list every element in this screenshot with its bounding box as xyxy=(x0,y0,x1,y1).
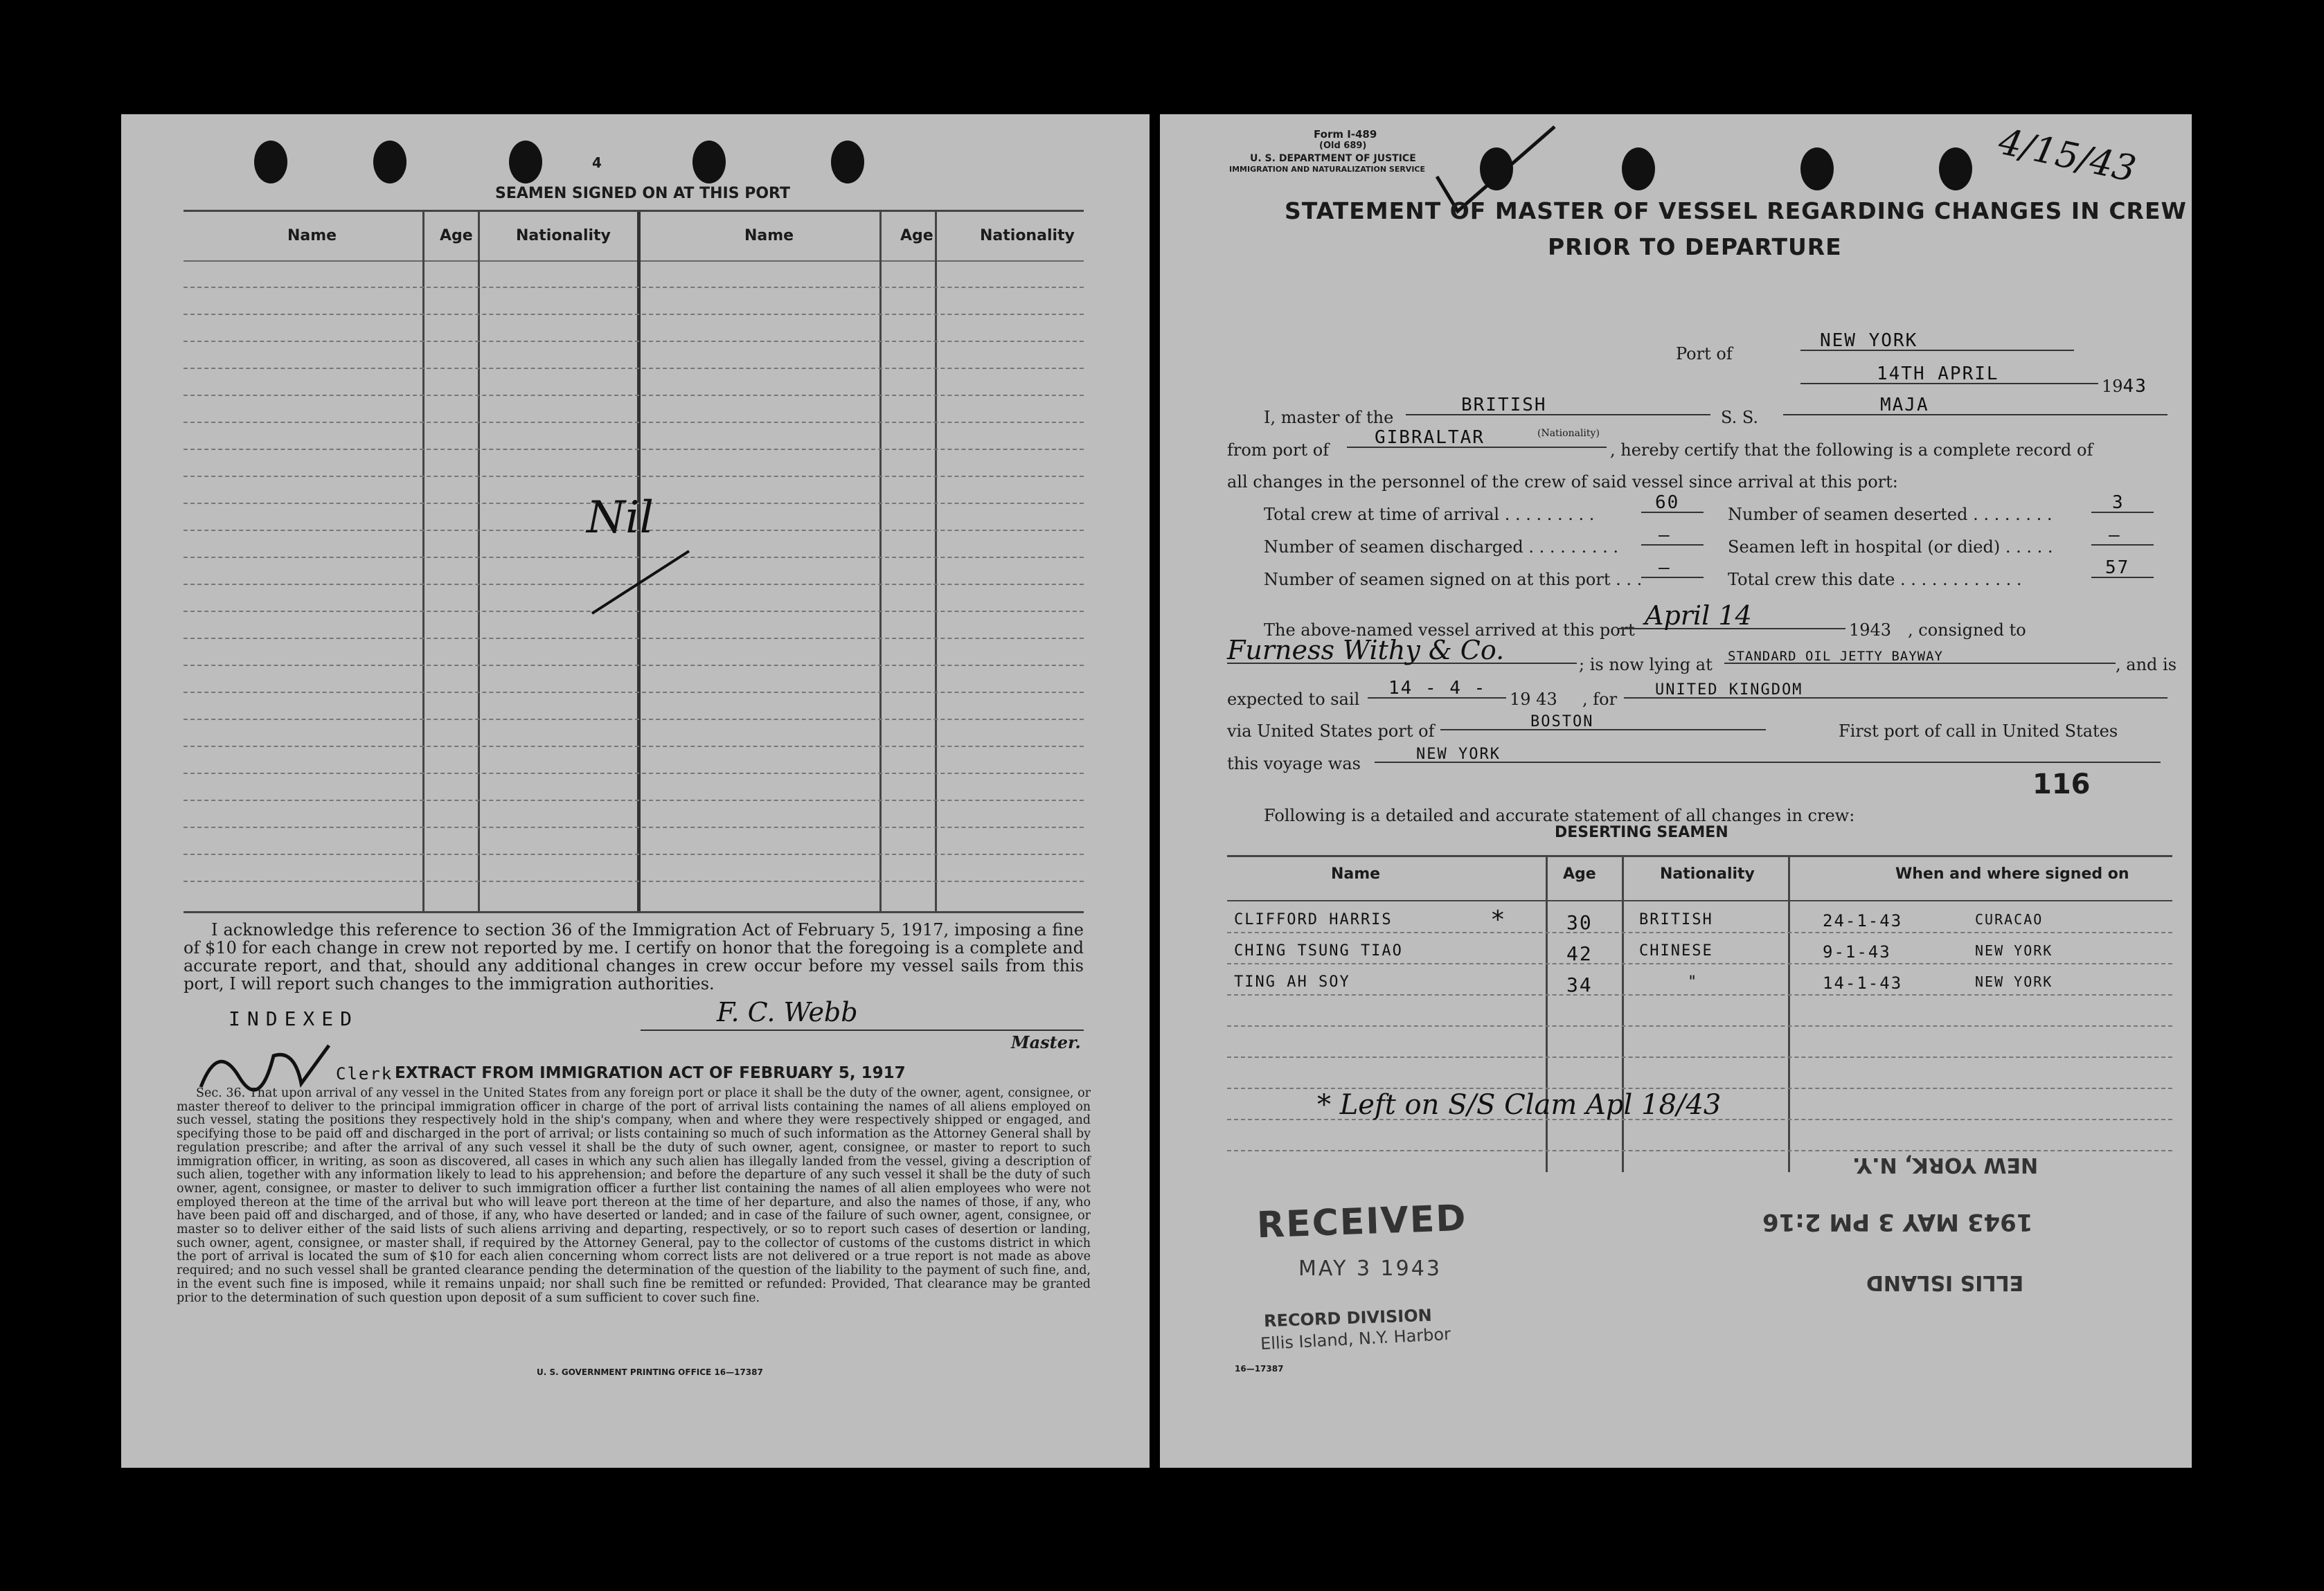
arrived-year: 1943 xyxy=(1849,620,1892,640)
total-crew-arrival-label: Total crew at time of arrival . . . . . . . . . xyxy=(1264,505,1595,524)
form-code: 16—17387 xyxy=(1235,1364,1284,1374)
seamen-signed-title: SEAMEN SIGNED ON AT THIS PORT xyxy=(495,185,790,202)
corner-date: 4/15/43 xyxy=(1994,120,2140,191)
ship-field xyxy=(1783,395,2167,415)
table-row xyxy=(184,314,1084,315)
via-label: via United States port of xyxy=(1227,721,1435,741)
form-subtitle: PRIOR TO DEPARTURE xyxy=(1548,233,1842,260)
and-is-text: , and is xyxy=(2116,655,2177,674)
lying-label: ; is now lying at xyxy=(1579,655,1713,674)
table-row xyxy=(184,341,1084,342)
deserting-title: DESERTING SEAMEN xyxy=(1555,824,1728,841)
indexed-stamp: INDEXED xyxy=(229,1007,359,1030)
row-1-age: 30 xyxy=(1566,911,1593,934)
signature-line xyxy=(641,1030,1084,1031)
stamp-ellis-island: ELLIS ISLAND xyxy=(1866,1270,2024,1295)
table-row xyxy=(1227,994,2172,996)
date-value: 14TH APRIL xyxy=(1877,363,1999,384)
column-header-name: Name xyxy=(1331,865,1381,883)
table-row xyxy=(184,368,1084,369)
consigned-label: , consigned to xyxy=(1908,620,2026,640)
table-row xyxy=(184,719,1084,720)
hospital-field xyxy=(2091,525,2154,546)
punch-hole xyxy=(373,141,406,183)
punch-hole xyxy=(254,141,287,183)
header-divider xyxy=(184,260,1084,262)
signed-on-label: Number of seamen signed on at this port . . . xyxy=(1264,570,1643,589)
punch-hole xyxy=(1939,147,1972,190)
voyage-label: this voyage was xyxy=(1227,754,1361,773)
arrived-label: The above-named vessel arrived at this port xyxy=(1264,620,1635,640)
year-label xyxy=(2102,377,2147,395)
punch-hole xyxy=(1622,147,1655,190)
row-3-place: NEW YORK xyxy=(1975,973,2053,990)
date-field xyxy=(1800,363,2098,384)
row-2-place: NEW YORK xyxy=(1975,942,2053,959)
table-row xyxy=(1227,1150,2172,1151)
master-signature: F. C. Webb xyxy=(717,997,858,1027)
row-1-place: CURACAO xyxy=(1975,911,2044,928)
column-header-name: Name xyxy=(744,227,794,244)
row-3-name: TING AH SOY xyxy=(1234,973,1350,991)
table-row xyxy=(184,287,1084,288)
received-date: MAY 3 1943 xyxy=(1298,1257,1442,1281)
column-divider xyxy=(422,212,424,911)
from-port-field xyxy=(1347,427,1607,448)
table-row xyxy=(184,665,1084,666)
column-header-when-where: When and where signed on xyxy=(1895,865,2129,883)
for-label: , for xyxy=(1582,690,1618,709)
arrived-value: April 14 xyxy=(1645,600,1752,631)
expected-year: 19 43 xyxy=(1510,690,1557,709)
discharged-label: Number of seamen discharged . . . . . . . . . xyxy=(1264,537,1619,557)
lying-value: STANDARD OIL JETTY BAYWAY xyxy=(1728,649,1943,664)
table-row xyxy=(1227,1057,2172,1058)
table-row xyxy=(184,395,1084,396)
deserting-seamen-table xyxy=(1227,855,2172,1172)
total-crew-arrival-value: 60 xyxy=(1655,492,1680,513)
changes-text: all changes in the personnel of the crew of said vessel since arrival at this port: xyxy=(1227,472,1898,492)
lying-field xyxy=(1724,642,2116,664)
punch-hole xyxy=(692,141,726,183)
table-row xyxy=(184,638,1084,639)
column-divider xyxy=(879,212,882,911)
nationality-value: BRITISH xyxy=(1461,395,1547,415)
service: IMMIGRATION AND NATURALIZATION SERVICE xyxy=(1229,165,1426,174)
deserted-field xyxy=(2091,492,2154,513)
discharged-value: — xyxy=(1659,525,1671,546)
signed-on-field xyxy=(1641,557,1704,578)
column-header-age: Age xyxy=(900,227,933,244)
extract-text: Sec. 36. That upon arrival of any vessel in the United States from any foreign port or place it shall be the duty of the owner, agent, consignee, or master thereof to deliver to the principal immigration officer in charge of the port of arrival lists containing the names of all aliens employed on such vessel, stating the positions they respectively hold in the ship's company, when and where they were respectively shipped or engaged, and specifying those to be paid off and discharged in the port of arrival; or lists containing so much of such information as the Attorney General shall by regulation prescribe; and after the arrival of any such vessel it shall be the duty of such owner, agent, consignee, or master to report to such immigration officer, in writing, as soon as discovered, all cases in which any such alien has illegally landed from the vessel, giving a description of such alien, together with any information likely to lead to his apprehension; and before the departure of any such vessel it shall be the duty of such owner, agent, consignee, or master to deliver to such immigration officer a further list containing the names of all alien employees who were not employed thereon at the time of the arrival but who will leave port thereon at the time of her departure, and also the names of those, if any, who have been paid off and discharged, and of those, if any, who have deserted or landed; and in case of the failure of such owner, agent, consignee, or master so to deliver either of the said lists of such aliens arriving and departing, respectively, or so to report such cases of desertion or landing, such owner, agent, consignee, or master shall, if required by the Attorney General, pay to the collector of customs of the customs district in which the port of arrival is located the sum of $10 for each alien concerning whom correct lists are not delivered or a true report is not made as above required; and no such vessel shall be granted clearance pending the determination of the question of the liability to the payment of such fine, and, in the event such fine is imposed, while it remains unpaid; nor shall such fine be remitted or refunded: Provided, That clearance may be granted prior to the determination of such question upon deposit of a sum sufficient to cover such fine. xyxy=(177,1086,1091,1305)
via-field xyxy=(1440,708,1766,730)
row-1-name: CLIFFORD HARRIS xyxy=(1234,911,1393,928)
table-row xyxy=(184,827,1084,828)
table-row xyxy=(1227,932,2172,933)
right-page xyxy=(1160,114,2192,1468)
year-prefix: 19 xyxy=(2102,377,2123,396)
consignee-field xyxy=(1227,635,1577,665)
row-3-age: 34 xyxy=(1566,973,1593,996)
voyage-field xyxy=(1375,741,2161,763)
total-crew-arrival-field xyxy=(1641,492,1704,513)
row-3-date: 14-1-43 xyxy=(1823,973,1903,993)
column-divider xyxy=(1622,857,1624,1172)
following-text: Following is a detailed and accurate statement of all changes in crew: xyxy=(1264,806,1855,825)
expected-label: expected to sail xyxy=(1227,690,1360,709)
clerk-label: Clerk xyxy=(336,1064,393,1084)
punch-hole xyxy=(1800,147,1834,190)
total-today-field xyxy=(2091,557,2154,578)
column-divider xyxy=(478,212,480,911)
column-header-age: Age xyxy=(1563,865,1596,883)
expected-value: 14 - 4 - xyxy=(1388,678,1487,699)
left-page xyxy=(121,114,1150,1468)
row-1-nationality: BRITISH xyxy=(1639,911,1713,928)
table-row xyxy=(1227,963,2172,964)
first-port-label: First port of call in United States xyxy=(1839,721,2118,741)
port-label: Port of xyxy=(1676,344,1733,363)
deserted-value: 3 xyxy=(2112,492,2125,513)
arrived-field xyxy=(1617,600,1845,631)
deserted-label: Number of seamen deserted . . . . . . . . xyxy=(1728,505,2053,524)
received-stamp: RECEIVED xyxy=(1256,1197,1468,1247)
table-row xyxy=(184,800,1084,801)
seamen-signed-table xyxy=(184,210,1084,913)
table-row xyxy=(184,692,1084,693)
expected-field xyxy=(1368,676,1506,699)
ss-label: S. S. xyxy=(1721,408,1759,427)
port-field xyxy=(1800,330,2074,351)
row-1-mark: * xyxy=(1490,906,1507,934)
nationality-caption: (Nationality) xyxy=(1537,428,1600,439)
hospital-label: Seamen left in hospital (or died) . . . . . xyxy=(1728,537,2053,557)
stamp-new-york: NEW YORK, N.Y. xyxy=(1852,1153,2039,1177)
port-value: NEW YORK xyxy=(1820,330,1918,351)
row-2-name: CHING TSUNG TIAO xyxy=(1234,942,1403,960)
extract-title: EXTRACT FROM IMMIGRATION ACT OF FEBRUARY 5, 1917 xyxy=(395,1064,906,1082)
table-row xyxy=(184,476,1084,477)
certify-text: , hereby certify that the following is a complete record of xyxy=(1610,440,2093,460)
column-header-nationality: Nationality xyxy=(516,227,611,244)
voyage-value: NEW YORK xyxy=(1416,746,1501,763)
form-old: (Old 689) xyxy=(1319,141,1367,151)
table-row xyxy=(184,881,1084,882)
table-row xyxy=(1227,1025,2172,1027)
table-row xyxy=(184,854,1084,855)
row-2-age: 42 xyxy=(1566,942,1593,965)
row-2-date: 9-1-43 xyxy=(1823,942,1891,962)
consignee-value: Furness Withy & Co. xyxy=(1227,635,1505,665)
column-divider xyxy=(935,212,937,911)
ship-value: MAJA xyxy=(1880,395,1929,415)
record-location: Ellis Island, N.Y. Harbor xyxy=(1260,1324,1451,1354)
handwritten-stroke xyxy=(585,544,696,620)
table-row xyxy=(184,746,1084,747)
table-row xyxy=(184,422,1084,423)
table-row xyxy=(184,449,1084,450)
total-today-label: Total crew this date . . . . . . . . . . . . xyxy=(1728,570,2022,589)
table-row xyxy=(184,773,1084,774)
stamp-time: 1943 MAY 3 PM 2:16 xyxy=(1762,1208,2033,1236)
record-division: RECORD DIVISION xyxy=(1263,1305,1433,1331)
department: U. S. DEPARTMENT OF JUSTICE xyxy=(1250,153,1416,164)
stamp-number: 116 xyxy=(2032,768,2091,800)
handwritten-nil: Nil xyxy=(587,492,654,543)
total-today-value: 57 xyxy=(2105,557,2130,578)
column-header-nationality: Nationality xyxy=(1660,865,1755,883)
punch-hole xyxy=(831,141,864,183)
column-divider xyxy=(1546,857,1548,1172)
deserter-note: * Left on S/S Clam Apl 18/43 xyxy=(1317,1089,1722,1121)
from-port-label: from port of xyxy=(1227,440,1330,460)
form-title: STATEMENT OF MASTER OF VESSEL REGARDING CHANGES IN CREW xyxy=(1285,197,2187,224)
for-value: UNITED KINGDOM xyxy=(1655,681,1803,699)
for-field xyxy=(1624,676,2167,699)
row-3-nationality: " xyxy=(1688,973,1699,991)
signed-on-value: — xyxy=(1659,557,1671,578)
master-of-label: I, master of the xyxy=(1264,408,1394,427)
hospital-value: — xyxy=(2109,525,2121,546)
acknowledgement-text: I acknowledge this reference to section 36 of the Immigration Act of February 5, 1917, imposing a fine of $10 for each change in crew not reported by me. I certify on honor that the foregoing is a complete and accurate report, and that, should any additional changes in crew occur before my vessel sails from this port, I will report such changes to the immigration authorities. xyxy=(184,920,1084,994)
row-2-nationality: CHINESE xyxy=(1639,942,1713,960)
column-header-nationality: Nationality xyxy=(980,227,1075,244)
discharged-field xyxy=(1641,525,1704,546)
header-divider xyxy=(1227,900,2172,901)
column-divider xyxy=(1788,857,1790,1172)
master-label: Master. xyxy=(1011,1032,1081,1052)
form-number: Form I-489 xyxy=(1314,128,1377,141)
column-header-name: Name xyxy=(287,227,337,244)
punch-hole xyxy=(509,141,542,183)
page-number: 4 xyxy=(592,154,602,171)
via-value: BOSTON xyxy=(1530,713,1594,730)
column-header-age: Age xyxy=(440,227,473,244)
nationality-field xyxy=(1406,395,1710,415)
printing-office: U. S. GOVERNMENT PRINTING OFFICE 16—17387 xyxy=(537,1367,763,1377)
row-1-date: 24-1-43 xyxy=(1823,911,1903,931)
year-value: 43 xyxy=(2122,376,2147,397)
from-port-value: GIBRALTAR xyxy=(1375,427,1485,448)
